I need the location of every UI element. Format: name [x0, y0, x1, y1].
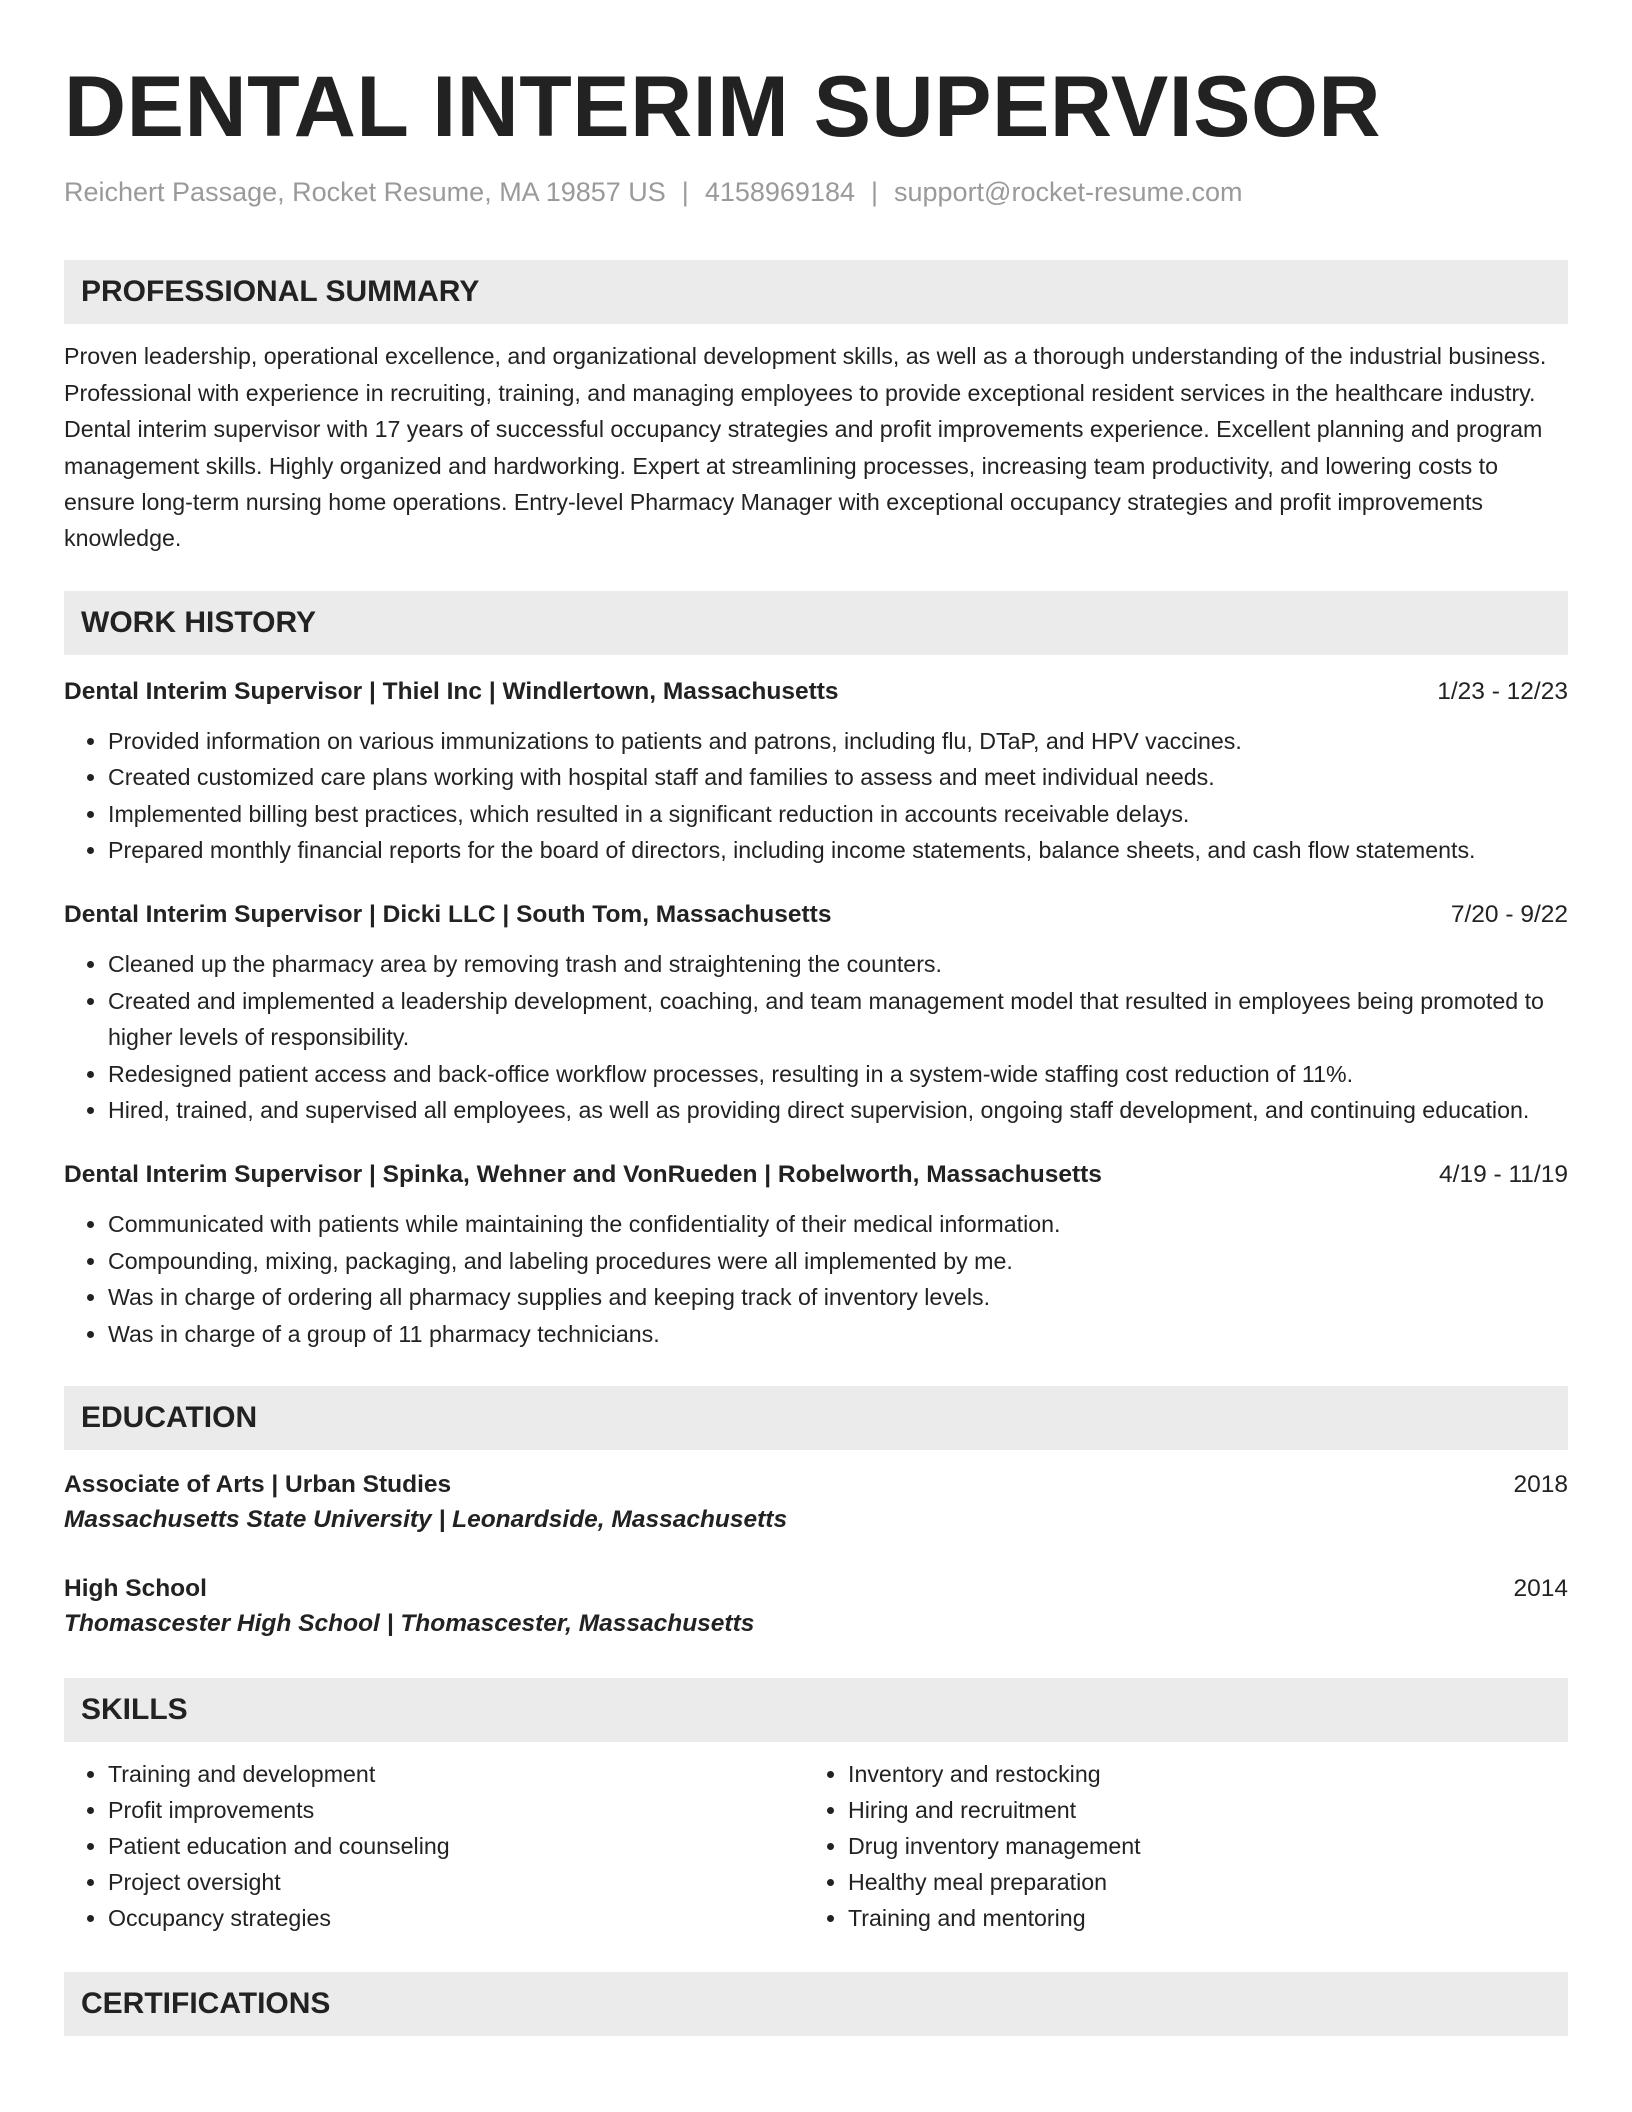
job-dates: 4/19 - 11/19	[1439, 1161, 1568, 1189]
education-year: 2014	[1513, 1575, 1568, 1603]
education-entry	[64, 1572, 1568, 1642]
skill-item: • Training and development	[108, 1756, 848, 1792]
section-heading-summary: PROFESSIONAL SUMMARY	[64, 260, 1568, 324]
job-bullet: • Cleaned up the pharmacy area by removing trash and straightening the counters.	[108, 946, 1568, 982]
job-entry	[64, 675, 1568, 869]
skill-item: • Project oversight	[108, 1864, 848, 1900]
job-header	[64, 1158, 1568, 1192]
skill-item: • Drug inventory management	[848, 1828, 1548, 1864]
job-entry	[64, 1158, 1568, 1352]
skill-item: • Training and mentoring	[848, 1900, 1548, 1936]
summary-text: Proven leadership, operational excellence, and organizational development skills, as well as a thorough understanding of the industrial business. Professional with experience in recruiting, training, and managing employees to provide exceptional resident services in the healthcare industry. Dental interim supervisor with 17 years of successful occupancy strategies and profit improvements experience. Excellent planning and program management skills. Highly organized and hardworking. Expert at streamlining processes, increasing team productivity, and lowering costs to ensure long-term nursing home operations. Entry-level Pharmacy Manager with exceptional occupancy strategies and profit improvements knowledge.	[64, 343, 1547, 552]
contact-separator: |	[681, 177, 689, 207]
job-bullet: • Provided information on various immunizations to patients and patrons, including flu, DTaP, and HPV vaccines.	[108, 723, 1568, 759]
education-entry	[64, 1468, 1568, 1538]
job-bullets	[64, 1206, 1568, 1352]
job-dates: 7/20 - 9/22	[1450, 901, 1568, 929]
job-bullet: • Communicated with patients while maintaining the confidentiality of their medical information.	[108, 1206, 1568, 1242]
job-title: Dental Interim Supervisor | Dicki LLC | South Tom, Massachusetts	[64, 901, 832, 929]
section-heading-certifications: CERTIFICATIONS	[64, 1972, 1568, 2036]
skills-list	[64, 1756, 1568, 1936]
job-dates: 1/23 - 12/23	[1437, 677, 1568, 705]
job-bullet: • Was in charge of a group of 11 pharmacy technicians.	[108, 1316, 1568, 1352]
education-institution: Massachusetts State University | Leonardside, Massachusetts	[64, 1506, 788, 1534]
skill-item: • Profit improvements	[108, 1792, 848, 1828]
skills-column-left	[64, 1756, 848, 1936]
contact-address: Reichert Passage, Rocket Resume, MA 19857 US	[64, 177, 666, 207]
job-bullets	[64, 946, 1568, 1128]
skill-item: • Inventory and restocking	[848, 1756, 1548, 1792]
skill-item: • Hiring and recruitment	[848, 1792, 1548, 1828]
job-bullet: • Hired, trained, and supervised all employees, as well as providing direct supervision, ongoing staff development, and continuing education.	[108, 1092, 1568, 1128]
contact-line	[64, 176, 1568, 208]
education-degree: High School	[64, 1575, 207, 1603]
job-bullet: • Was in charge of ordering all pharmacy supplies and keeping track of inventory levels.	[108, 1279, 1568, 1315]
job-entry	[64, 898, 1568, 1128]
education-degree: Associate of Arts | Urban Studies	[64, 1471, 452, 1499]
job-bullet: • Redesigned patient access and back-office workflow processes, resulting in a system-wide staffing cost reduction of 11%.	[108, 1056, 1568, 1092]
education-year: 2018	[1513, 1471, 1568, 1499]
skill-item: • Healthy meal preparation	[848, 1864, 1548, 1900]
contact-separator: |	[870, 177, 878, 207]
skills-column-right	[804, 1756, 1548, 1936]
job-header	[64, 898, 1568, 932]
section-heading-skills: SKILLS	[64, 1678, 1568, 1742]
education-header	[64, 1468, 1568, 1502]
job-bullet: • Compounding, mixing, packaging, and labeling procedures were all implemented by me.	[108, 1243, 1568, 1279]
job-title: Dental Interim Supervisor | Spinka, Wehner and VonRueden | Robelworth, Massachusetts	[64, 1161, 1102, 1189]
job-header	[64, 675, 1568, 709]
job-bullet: • Created and implemented a leadership development, coaching, and team management model that resulted in employees being promoted to higher levels of responsibility.	[108, 983, 1568, 1056]
job-bullets	[64, 723, 1568, 869]
section-heading-education: EDUCATION	[64, 1386, 1568, 1450]
skill-item: • Occupancy strategies	[108, 1900, 848, 1936]
education-header	[64, 1572, 1568, 1606]
education-institution: Thomascester High School | Thomascester, Massachusetts	[64, 1610, 755, 1638]
skill-item: • Patient education and counseling	[108, 1828, 848, 1864]
contact-phone: 4158969184	[704, 177, 855, 207]
job-bullet: • Implemented billing best practices, which resulted in a significant reduction in accounts receivable delays.	[108, 796, 1568, 832]
contact-email: support@rocket-resume.com	[894, 177, 1243, 207]
job-bullet: • Created customized care plans working with hospital staff and families to assess and meet individual needs.	[108, 759, 1568, 795]
job-bullet: • Prepared monthly financial reports for the board of directors, including income statements, balance sheets, and cash flow statements.	[108, 832, 1568, 868]
candidate-name: DENTAL INTERIM SUPERVISOR	[64, 59, 1381, 155]
section-heading-work-history: WORK HISTORY	[64, 591, 1568, 655]
job-title: Dental Interim Supervisor | Thiel Inc | Windlertown, Massachusetts	[64, 677, 839, 705]
